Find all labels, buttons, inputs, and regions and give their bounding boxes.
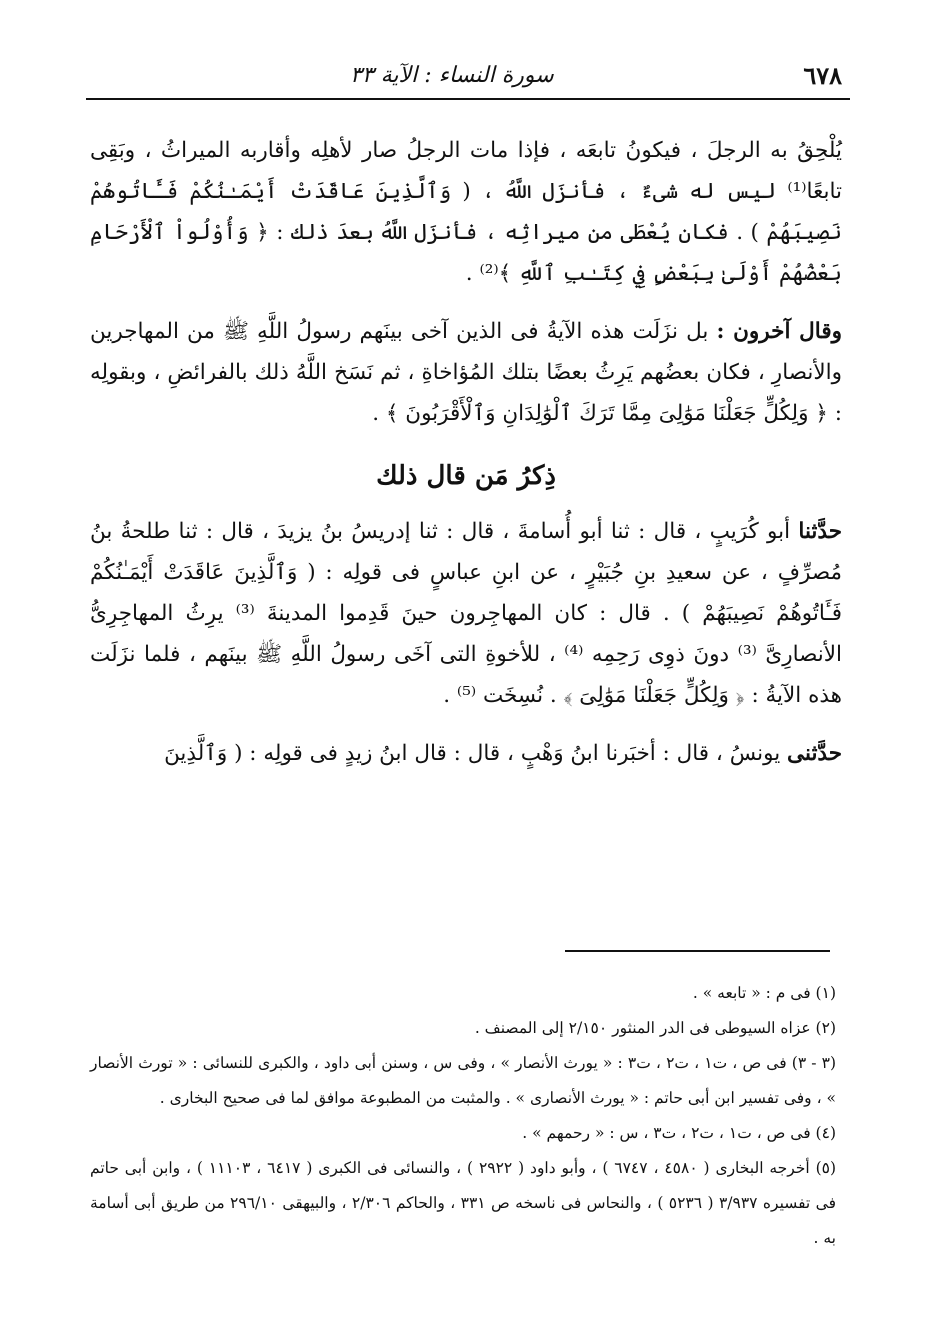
section-heading: ذِكرُ مَن قال ذلك xyxy=(376,461,556,491)
footnote-1: (١) فى م : « تابعه » . xyxy=(692,984,836,1002)
paragraph-3-text: أبو كُرَيبٍ ، قال : ثنا أبو أُسامةَ ، قال : ثنا إدريسُ بنُ يزيدَ ، قال : ثنا طلحةُ بنُ مُصرِّفٍ ، عن سعيدِ بنِ جُبَيْرٍ ، عن ابنِ عباسٍ فى قولِه : ( وَٱلَّذِينَ عَاقَدَتْ أَيْمَـٰنُكُمْ فَـَٔاتُوهُمْ نَصِيبَهُمْ ) . قال : كان المهاجِرون حينَ قَدِموا المدينةَ ⁽³⁾ يرِثُ المهاجِرِىُّ الأنصارِىَّ ⁽³⁾ دونَ ذوِى رَحِمِه ⁽⁴⁾ ، للأخوةِ التى آخَى رسولُ اللَّهِ ﷺ بينَهم ، فلما نزَلَت هذه الآيةُ : ﴿ وَلِكُلٍّ جَعَلْنَا مَوَٰلِىَ ﴾ . نُسِخَت ⁽⁵⁾ . xyxy=(90,519,843,708)
page-number: ٦٧٨ xyxy=(803,60,842,90)
footnote-3: (٣ - ٣) فى ص ، ت١ ، ت٢ ، ت٣ : « يورث الأنصار » ، وفى س ، وسنن أبى داود ، والكبرى للنسائى : « تورث الأنصار » ، وفى تفسير ابن أبى حاتم : « يورث الأنصارى » . والمثبت من المطبوعة موافق لما فى صحيح البخارى . xyxy=(90,1054,837,1107)
paragraph-4-lead: حدَّثنى xyxy=(787,741,842,766)
paragraph-1: يُلْحِقُ به الرجلَ ، فيكونُ تابعَه ، فإذا مات الرجلُ صار لأهلِه وأقاربه الميراثُ ، وبَقِى تابعًا⁽¹⁾ ليس له شىءٌ ، فأنزَل اللَّهُ ، ( وَٱلَّذِينَ عَاقَدَتْ أَيْمَـٰنُكُمْ فَـَٔاتُوهُمْ نَصِيبَهُمْ ) . فكان يُعْطَى من ميراثِه ، فأنزَل اللَّهُ بعدَ ذلك : ﴿ وَأُوْلُواْ ٱلْأَرْحَامِ بَعْضُهُمْ أَوْلَىٰ بِبَعْضٍ فِي كِتَـٰبِ ٱللَّهِ ﴾⁽²⁾ . xyxy=(90,138,842,286)
paragraph-2-lead: وقال آخرون : xyxy=(716,319,842,344)
paragraph-3 xyxy=(90,511,842,716)
paragraph-2 xyxy=(90,311,842,434)
running-head xyxy=(90,58,842,92)
footnote-5: (٥) أخرجه البخارى ( ٤٥٨٠ ، ٦٧٤٧ ) ، وأبو داود ( ٢٩٢٢ ) ، والنسائى فى الكبرى ( ٦٤١٧ ، ١١١٠٣ ) ، وابن أبى حاتم فى تفسيره ٣/٩٣٧ ( ٥٢٣٦ ) ، والنحاس فى ناسخه ص ٣٣١ ، والحاكم ٢/٣٠٦ ، والبيهقى ٢٩٦/١٠ من طريق أبى أسامة به . xyxy=(90,1159,837,1247)
paragraph-3-lead: حدَّثنا xyxy=(798,519,842,544)
footnote-2: (٢) عزاه السيوطى فى الدر المنثور ٢/١٥٠ إلى المصنف . xyxy=(474,1019,836,1037)
footnote-4: (٤) فى ص ، ت١ ، ت٢ ، ت٣ ، س : « رحمهم » . xyxy=(522,1124,836,1142)
paragraph-2-text: بل نزَلَت هذه الآيةُ فى الذين آخى بينَهم رسولُ اللَّهِ ﷺ من المهاجرين والأنصارِ ، فكان بعضُهم يَرِثُ بعضًا بتلك المُؤاخاةِ ، ثم نَسَخ اللَّهُ ذلك بالفرائضِ ، وبقولِه : ﴿ وَلِكُلٍّ جَعَلْنَا مَوَٰلِىَ مِمَّا تَرَكَ ٱلْوَٰلِدَانِ وَٱلْأَقْرَبُونَ ﴾ . xyxy=(90,319,842,426)
footnote-separator xyxy=(565,950,830,952)
paragraph-4 xyxy=(90,733,842,774)
header-rule xyxy=(86,98,850,100)
main-text xyxy=(90,130,842,774)
running-title: سورة النساء : الآية ٣٣ xyxy=(350,62,554,88)
paragraph-4-text: يونسُ ، قال : أخبَرنا ابنُ وَهْبٍ ، قال : قال ابنُ زيدٍ فى قولِه : ( وَٱلَّذِينَ xyxy=(164,741,788,766)
footnotes xyxy=(90,976,836,1256)
